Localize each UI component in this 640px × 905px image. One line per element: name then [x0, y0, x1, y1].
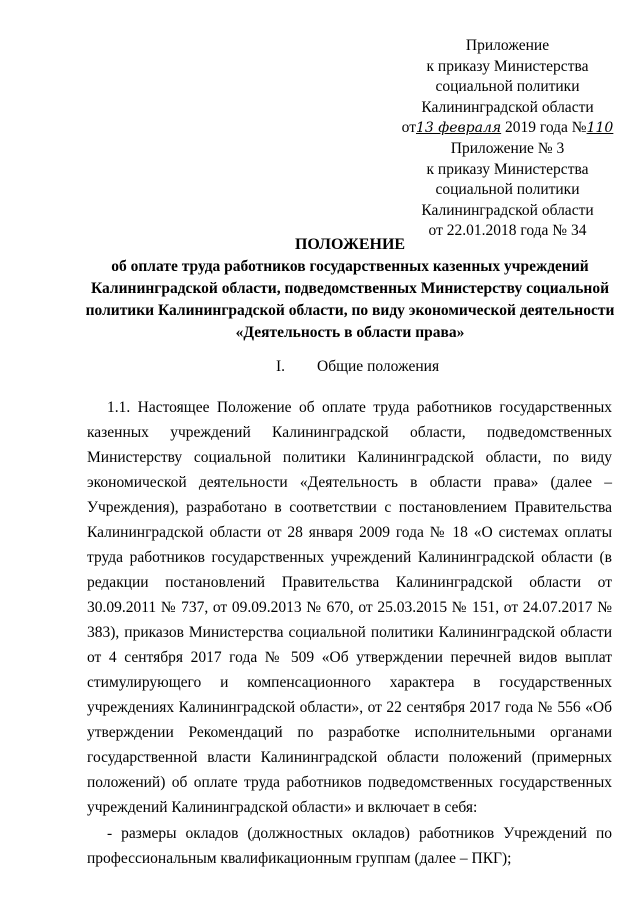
handwritten-order-number: 110	[586, 120, 614, 136]
document-body	[87, 395, 612, 871]
paragraph: - размеры окладов (должностных окладов) работников Учреждений по профессиональным квалификационным группам (далее – ПКГ);	[87, 825, 612, 867]
annex-header-current	[395, 36, 620, 139]
annex-line: Приложение	[465, 37, 550, 54]
annex-line: Калининградской области	[421, 98, 594, 116]
annex-line: Калининградской области	[421, 201, 594, 219]
title-line: об оплате труда работников государственных казенных учреждений	[111, 258, 589, 275]
document-title	[60, 234, 640, 344]
annex-line: социальной политики	[435, 78, 580, 95]
title-line: политики Калининградской области, по виду экономической деятельности	[85, 302, 615, 319]
annex-date-line	[395, 118, 620, 139]
annex-line: к приказу Министерства	[426, 57, 589, 75]
title-main: ПОЛОЖЕНИЕ	[294, 236, 406, 253]
section-title: Общие положения	[317, 358, 440, 375]
annex-date-prefix: от	[401, 119, 416, 136]
handwritten-date: 13 февраля	[415, 120, 502, 136]
annex-line: к приказу Министерства	[426, 160, 589, 178]
annex-line: социальной политики	[435, 181, 580, 198]
paragraph: 1.1. Настоящее Положение об оплате труда работников государственных казенных учреждений Калининградской области, подведомственных Министерству социальной политики Калининградской области, по виду экономической деятельности «Деятельность в области права» (далее – Учреждения), разработано в соответствии с постановлением Правительства Калининградской области от 28 января 2009 года № 18 «О системах оплаты труда работников государственных учреждений Калининградской области (в редакции постановлений Правительства Калининградской области от 30.09.2011 № 737, от 09.09.2013 № 670, от 25.03.2015 № 151, от 24.07.2017 № 383), приказов Министерства социальной политики Калининградской области от 4 сентября 2017 года № 509 «Об утверждении перечней видов выплат стимулирующего и компенсационного характера в государственных учреждениях Калининградской области», от 22 сентября 2017 года № 556 «Об утверждении Рекомендаций по разработке исполнительными органами государственной власти Калининградской области положений (примерных положений) об оплате труда работников подведомственных государственных учреждений Калининградской области» и включает в себя:	[87, 399, 612, 816]
annex-line: от 22.01.2018 года № 34	[428, 222, 587, 239]
title-line: «Деятельность в области права»	[235, 324, 465, 341]
annex-date-mid: 2019 года №	[501, 119, 587, 136]
annex-line: Приложение № 3	[450, 140, 565, 157]
section-number: I.	[276, 358, 286, 375]
title-line: Калининградской области, подведомственных Министерству социальной	[90, 280, 610, 297]
annex-header-original	[395, 139, 620, 242]
